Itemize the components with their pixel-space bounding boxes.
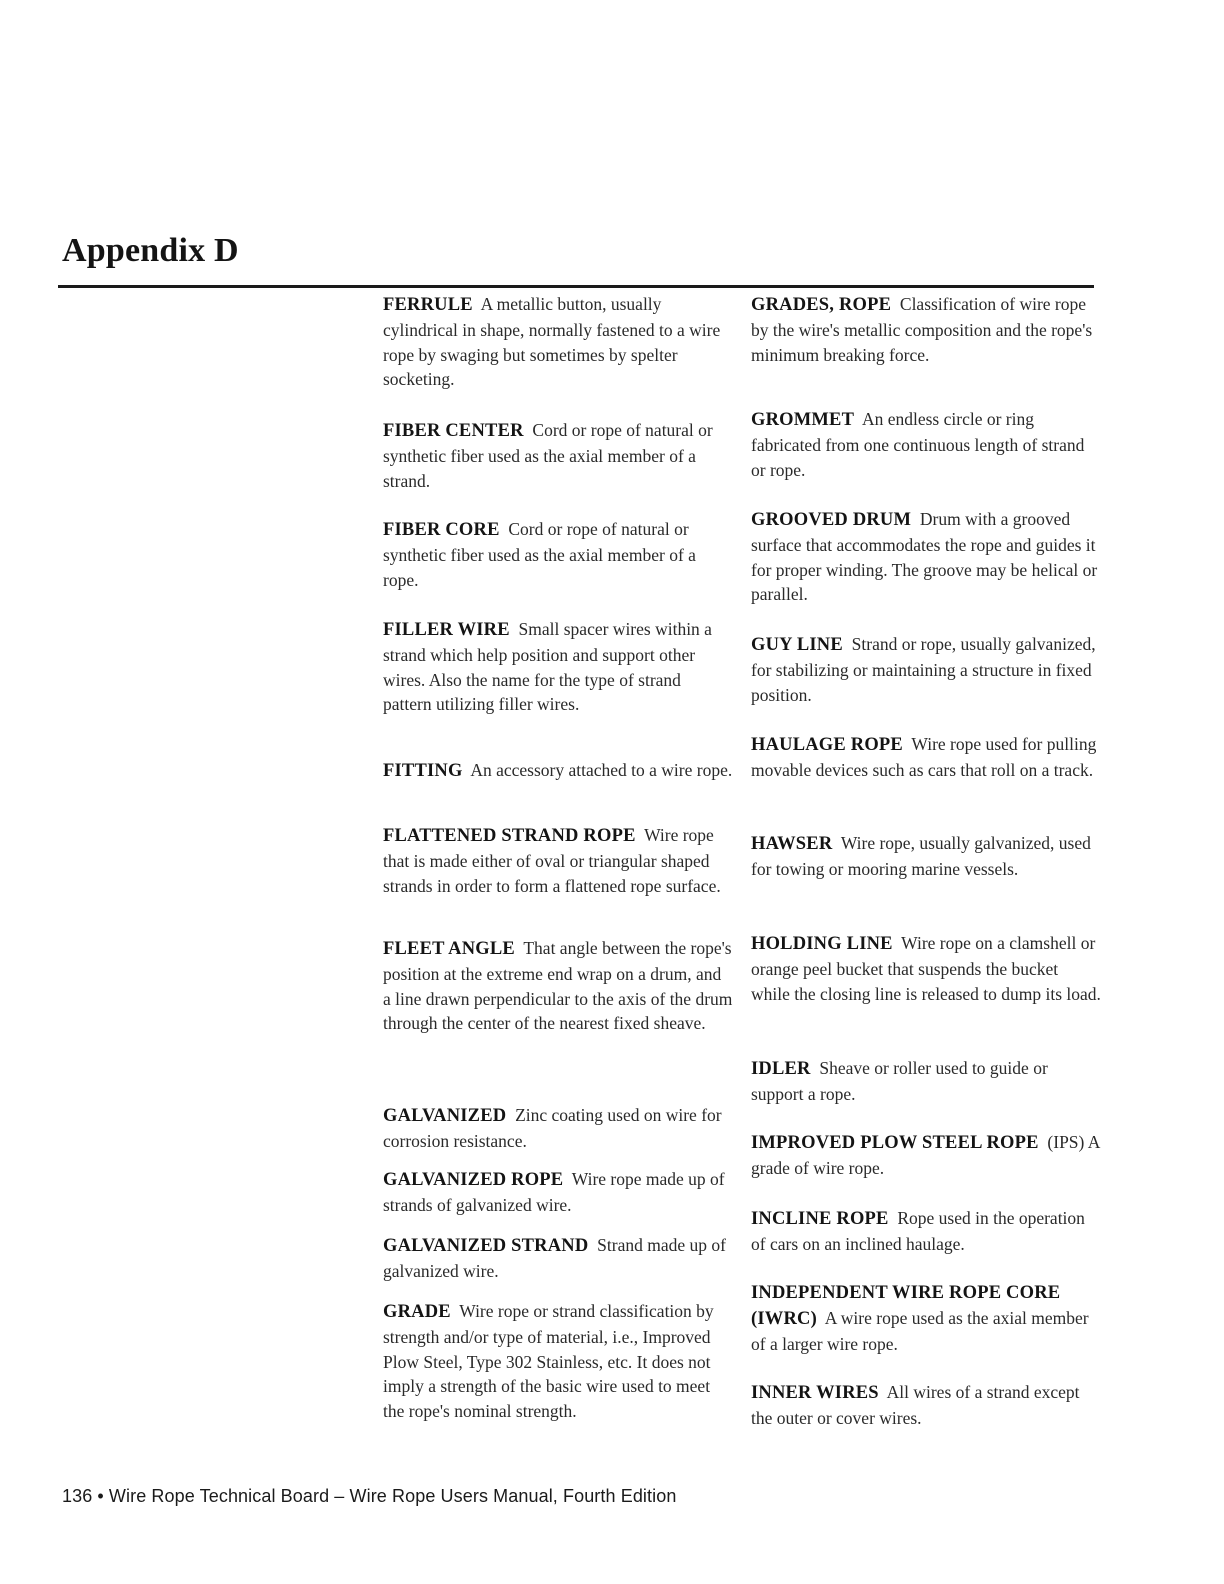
glossary-term: GRADE xyxy=(383,1302,451,1322)
glossary-definition: A metallic button, usually cylindrical in shape, normally fastened to a wire rope by swaging but sometimes by spelter socketing. xyxy=(383,294,721,390)
glossary-definition: A wire rope used as the axial member of a larger wire rope. xyxy=(751,1307,1089,1354)
glossary-definition: Sheave or roller used to guide or support a rope. xyxy=(751,1058,1048,1104)
glossary-term: IMPROVED PLOW STEEL ROPE xyxy=(751,1133,1039,1153)
glossary-entry xyxy=(751,292,1101,367)
glossary-term: FERRULE xyxy=(383,295,473,315)
glossary-term: IDLER xyxy=(751,1059,811,1079)
glossary-definition: Drum with a grooved surface that accommodates the rope and guides it for proper winding. The groove may be helical or parallel. xyxy=(751,509,1098,605)
glossary-entry xyxy=(751,632,1101,707)
glossary-term: FIBER CORE xyxy=(383,520,500,540)
glossary-term: GALVANIZED xyxy=(383,1106,507,1126)
glossary-definition: Wire rope that is made either of oval or triangular shaped strands in order to form a flattened rope surface. xyxy=(383,825,721,896)
glossary-definition: Cord or rope of natural or synthetic fiber used as the axial member of a rope. xyxy=(383,519,696,590)
glossary-term: FILLER WIRE xyxy=(383,620,510,640)
glossary-definition: An endless circle or ring fabricated from one continuous length of strand or rope. xyxy=(751,409,1085,480)
glossary-term: GALVANIZED ROPE xyxy=(383,1170,564,1190)
glossary-definition: Small spacer wires within a strand which help position and support other wires. Also the name for the type of strand pattern utilizing filler wires. xyxy=(383,619,712,715)
glossary-entry xyxy=(751,1130,1101,1181)
glossary-entry xyxy=(383,1299,733,1424)
glossary-term: GROOVED DRUM xyxy=(751,510,912,530)
glossary-definition: All wires of a strand except the outer or cover wires. xyxy=(751,1382,1080,1428)
glossary-entry xyxy=(751,507,1101,607)
glossary-definition: Wire rope used for pulling movable devices such as cars that roll on a track. xyxy=(751,734,1097,780)
glossary-entry xyxy=(383,617,733,717)
glossary-term: FITTING xyxy=(383,761,463,781)
glossary-term: INNER WIRES xyxy=(751,1383,879,1403)
glossary-definition: Zinc coating used on wire for corrosion resistance. xyxy=(383,1105,722,1151)
glossary-term: HAULAGE ROPE xyxy=(751,735,903,755)
glossary-definition: An accessory attached to a wire rope. xyxy=(470,760,733,780)
glossary-definition: Rope used in the operation of cars on an inclined haulage. xyxy=(751,1208,1085,1254)
page-title: Appendix D xyxy=(62,232,239,269)
glossary-term: FIBER CENTER xyxy=(383,421,524,441)
heading-rule xyxy=(58,285,1094,288)
glossary-definition: That angle between the rope's position at the extreme end wrap on a drum, and a line drawn perpendicular to the axis of the drum through the center of the nearest fixed sheave. xyxy=(383,938,733,1034)
glossary-term: GROMMET xyxy=(751,410,855,430)
glossary-entry xyxy=(383,1233,733,1284)
glossary-term: INDEPENDENT WIRE ROPE CORE (IWRC) xyxy=(751,1283,1061,1329)
glossary-term: FLEET ANGLE xyxy=(383,939,515,959)
glossary-definition: (IPS) A grade of wire rope. xyxy=(751,1132,1100,1178)
glossary-entry xyxy=(383,936,733,1036)
glossary-entry xyxy=(751,931,1101,1006)
glossary-definition: Wire rope made up of strands of galvanized wire. xyxy=(383,1169,725,1215)
glossary-entry xyxy=(751,732,1101,783)
glossary-entry xyxy=(751,831,1101,882)
glossary-entry xyxy=(751,407,1101,482)
glossary-entry xyxy=(751,1280,1101,1356)
page-footer: 136 • Wire Rope Technical Board – Wire Rope Users Manual, Fourth Edition xyxy=(62,1486,677,1506)
glossary-definition: Wire rope on a clamshell or orange peel bucket that suspends the bucket while the closing line is released to dump its load. xyxy=(751,933,1101,1004)
glossary-term: FLATTENED STRAND ROPE xyxy=(383,826,636,846)
glossary-definition: Classification of wire rope by the wire's metallic composition and the rope's minimum breaking force. xyxy=(751,294,1093,365)
glossary-term: GALVANIZED STRAND xyxy=(383,1236,589,1256)
glossary-entry xyxy=(383,517,733,592)
glossary-definition: Cord or rope of natural or synthetic fiber used as the axial member of a strand. xyxy=(383,420,713,491)
glossary-entry xyxy=(383,418,733,493)
glossary-definition: Strand or rope, usually galvanized, for stabilizing or maintaining a structure in fixed position. xyxy=(751,634,1096,705)
glossary-entry xyxy=(751,1380,1101,1431)
glossary-term: INCLINE ROPE xyxy=(751,1209,889,1229)
glossary-term: HOLDING LINE xyxy=(751,934,893,954)
glossary-entry xyxy=(383,823,733,898)
glossary-entry xyxy=(383,1167,733,1218)
glossary-term: HAWSER xyxy=(751,834,833,854)
glossary-entry xyxy=(751,1206,1101,1257)
glossary-definition: Wire rope or strand classification by strength and/or type of material, i.e., Improved Plow Steel, Type 302 Stainless, etc. It does not imply a strength of the basic wire used to meet the rope's nominal strength. xyxy=(383,1301,714,1422)
glossary-entry xyxy=(383,292,733,392)
glossary-entry xyxy=(383,758,733,784)
glossary-term: GUY LINE xyxy=(751,635,843,655)
glossary-definition: Strand made up of galvanized wire. xyxy=(383,1235,726,1281)
glossary-entry xyxy=(751,1056,1101,1107)
glossary-entry xyxy=(383,1103,733,1154)
glossary-term: GRADES, ROPE xyxy=(751,295,892,315)
glossary-definition: Wire rope, usually galvanized, used for towing or mooring marine vessels. xyxy=(751,833,1091,879)
